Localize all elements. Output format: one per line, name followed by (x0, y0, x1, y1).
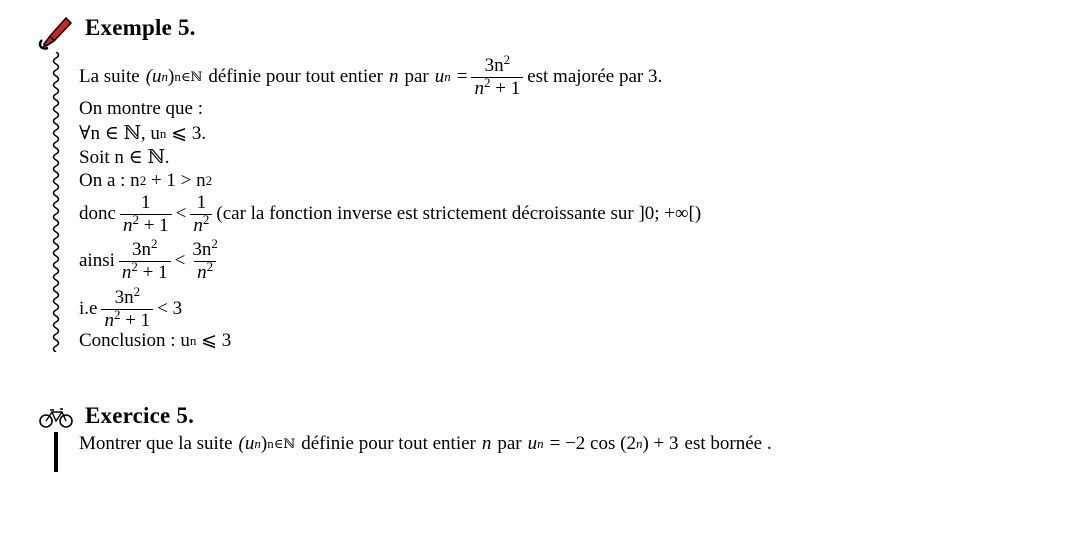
fraction (120, 193, 172, 236)
math: 2 (483, 74, 491, 90)
math: ) (168, 66, 175, 87)
text: donc (79, 203, 116, 224)
math: + 1 > n (150, 170, 206, 191)
math: < (175, 203, 187, 224)
math: n (537, 436, 544, 451)
math: n (481, 433, 492, 454)
text: ainsi (79, 250, 115, 271)
exercise-title: Exercice 5. (85, 403, 195, 428)
math: On a : n (79, 170, 140, 191)
math: 1 (141, 191, 151, 213)
example-line-9: Conclusion : u n ⩽ 3 (79, 329, 232, 351)
text: par (404, 66, 429, 87)
math: 2 (113, 306, 121, 322)
example-line-6 (79, 191, 701, 237)
pencil-icon (38, 14, 74, 50)
math: ⩽ 3 (201, 330, 232, 351)
text: On montre que : (79, 98, 204, 119)
math: n (122, 214, 133, 236)
bicycle-icon (38, 407, 74, 429)
math: + 1 (142, 261, 168, 283)
fraction (119, 235, 171, 283)
text: définie pour tout entier (208, 66, 383, 87)
fraction (189, 235, 221, 283)
math: 2 (151, 235, 158, 251)
example-line-7 (79, 235, 225, 284)
math: + 1 (125, 309, 151, 331)
math: ) + 3 (642, 433, 679, 454)
math: 3n (484, 54, 504, 76)
math: n (389, 66, 399, 87)
math: 2 (202, 211, 210, 227)
fraction (471, 51, 523, 99)
math: 2 (132, 211, 139, 227)
math: 1 (196, 191, 207, 213)
math: 3n (132, 238, 151, 260)
example-line-2 (79, 98, 203, 120)
math: u (527, 433, 538, 454)
math: ) (260, 433, 268, 454)
math: 2 (133, 283, 141, 299)
math: (u (238, 433, 255, 454)
example-line-8 (79, 283, 183, 332)
math: + 1 (495, 77, 521, 99)
text: La suite (79, 66, 140, 87)
math: + 1 (143, 214, 169, 236)
example-line-4 (79, 146, 170, 169)
math: n (474, 77, 484, 99)
math: 3n (114, 286, 134, 308)
text: est bornée . (684, 433, 772, 454)
math: 3n (192, 238, 212, 260)
exercise-text: Montrer que la suite (u n ) n∈ℕ définie pour tout entier n par u n = −2 cos (2 n ) + 3 est bornée . (79, 433, 772, 454)
text: i.e (79, 298, 98, 319)
math: = (456, 66, 468, 87)
wavy-rule (50, 52, 62, 352)
math: 2 (131, 258, 138, 274)
math: n (193, 214, 203, 236)
math: 2 (503, 51, 511, 67)
text: est majorée par 3. (527, 66, 663, 87)
math: n (444, 69, 451, 84)
fraction (190, 193, 212, 236)
math: = −2 cos (2 (549, 433, 636, 454)
math: 2 (211, 235, 218, 251)
math: 2 (206, 258, 214, 274)
example-line-3: ∀n ∈ ℕ, u n ⩽ 3. (79, 123, 207, 144)
exercise-rule (54, 432, 58, 472)
text: définie pour tout entier (301, 433, 476, 454)
example-line-5: On a : n 2 + 1 > n 2 (79, 170, 213, 191)
math: n (121, 261, 132, 283)
math: ⩽ 3. (171, 123, 207, 144)
fraction (101, 283, 153, 331)
math: u (434, 66, 445, 87)
math: n (161, 69, 169, 84)
math: n (104, 309, 114, 331)
text: Montrer que la suite (79, 433, 233, 454)
math: < 3 (157, 298, 183, 319)
text: (car la fonction inverse est strictement décroissante sur ]0; +∞[) (216, 203, 702, 224)
math: n (197, 261, 207, 283)
math: (u (145, 66, 162, 87)
text: par (497, 433, 522, 454)
example-line-1: La suite (u n ) n∈ℕ définie pour tout entier n par u n = $\frac{3n^2}{n^2 + 1}$ est majorée par 3. (79, 51, 663, 99)
text: Soit n ∈ ℕ. (79, 147, 170, 168)
math: n (635, 436, 643, 451)
math: < (174, 250, 186, 271)
example-title: Exemple 5. (85, 15, 196, 40)
text: Conclusion : u (79, 329, 190, 351)
math: n (254, 436, 261, 451)
math: ∀n ∈ ℕ, u (79, 123, 160, 144)
